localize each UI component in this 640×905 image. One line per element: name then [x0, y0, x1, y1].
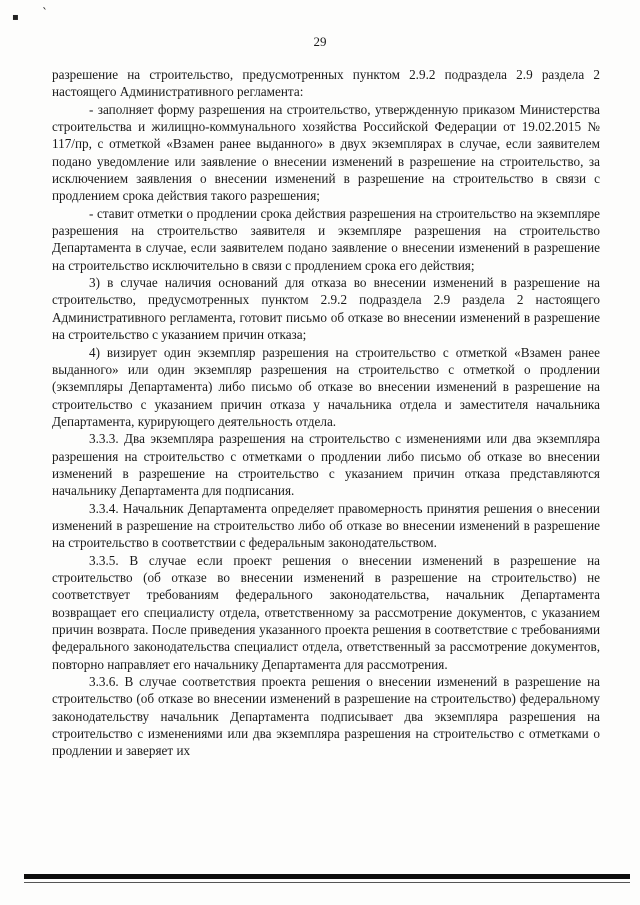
paragraph-3-3-5: 3.3.5. В случае если проект решения о внесении изменений в разрешение на строительство (об отказе во внесении изменений в разрешение на строительство) не соответствует требованиям федерального законодательства, начальник Департамента возвращает его специалисту отдела, ответственному за рассмотрение документов, с указанием причин возврата. После приведения указанного проекта решения в соответствие с требованиями федерального законодательства специалист отдела, ответственный за рассмотрение документов, повторно направляет его начальнику Департамента для рассмотрения. [52, 552, 600, 672]
scan-bottom-bar [24, 874, 630, 879]
paragraph-form-fill-bullet: - заполняет форму разрешения на строительство, утвержденную приказом Министерства строительства и жилищно-коммунального хозяйства Российской Федерации от 19.02.2015 № 117/пр, с отметкой «Взамен ранее выданного» в двух экземплярах в случае, если заявителем подано уведомление или заявление о внесении изменений в разрешение на строительство, за исключением заявления о внесении изменений в разрешение на строительство в связи с продлением срока действия такого разрешения; [52, 101, 600, 204]
paragraph-continuation: разрешение на строительство, предусмотренных пунктом 2.9.2 подраздела 2.9 раздела 2 настоящего Административного регламента: [52, 67, 600, 100]
paragraph-3-3-6: 3.3.6. В случае соответствия проекта решения о внесении изменений в разрешение на строительство (об отказе во внесении изменений в разрешение на строительство) федеральному законодательству начальник Департамента подписывает два экземпляра разрешения на строительство с изменениями или два экземпляра разрешения на строительство с отметками о продлении и заверяет их [52, 674, 600, 759]
paragraph-3-3-4: 3.3.4. Начальник Департамента определяет правомерность принятия решения о внесении изменений в разрешение на строительство либо об отказе во внесении изменений в разрешение на строительство в соответствии с федеральным законодательством. [52, 500, 600, 551]
paragraph-3-3-3: 3.3.3. Два экземпляра разрешения на строительство с изменениями или два экземпляра разрешения на строительство с отметками о продлении либо письмо об отказе во внесении изменений в разрешение на строительство с указанием причин отказа представляются начальнику Департамента для подписания. [52, 431, 600, 499]
page-number: 29 [313, 34, 327, 49]
scan-artifact-mark: ▪ [12, 12, 19, 23]
scan-artifact-mark: ˋ [42, 6, 48, 20]
paragraph-item-3: 3) в случае наличия оснований для отказа во внесении изменений в разрешение на строительство, предусмотренных пунктом 2.9.2 подраздела 2.9 раздела 2 настоящего Административного регламента, готовит письмо об отказе во внесении изменений в разрешение на строительство с указанием причин отказа; [52, 275, 600, 343]
paragraph-extension-mark-bullet: - ставит отметки о продлении срока действия разрешения на строительство на экземпляре разрешения на строительство заявителя и экземпляре разрешения на строительство Департамента в случае, если заявителем подано заявление о внесении изменений в разрешение на строительство исключительно в связи с продлением срока его действия; [52, 205, 600, 273]
paragraph-item-4: 4) визирует один экземпляр разрешения на строительство с отметкой «Взамен ранее выданного» или один экземпляр разрешения на строительство с отметкой о продлении (экземпляры Департамента) либо письмо об отказе во внесении изменений в разрешение на строительство с указанием причин отказа у начальника отдела и заместителя начальника Департамента, курирующего деятельность отдела. [52, 344, 600, 429]
document-body [52, 66, 600, 760]
scan-bottom-line [24, 882, 630, 883]
